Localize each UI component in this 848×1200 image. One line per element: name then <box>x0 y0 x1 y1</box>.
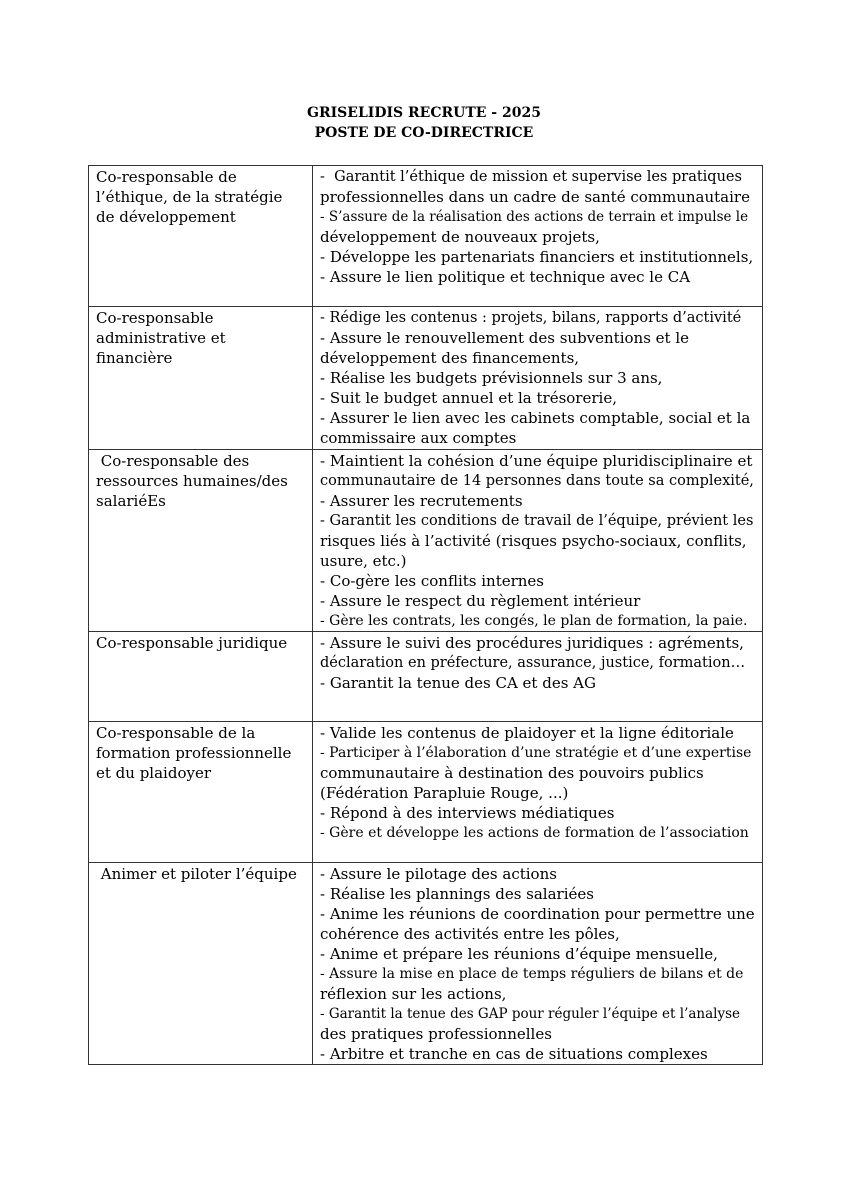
duty-line: - Garantit l’éthique de mission et supervise les pratiques <box>320 169 742 185</box>
duty-line: - Garantit les conditions de travail de l’équipe, prévient les <box>320 513 754 529</box>
duty-line: - Co-gère les conflits internes <box>320 572 545 590</box>
duty-line: professionnelles dans un cadre de santé communautaire <box>320 188 750 206</box>
duty-line: - Réalise les budgets prévisionnels sur 3 ans, <box>320 369 663 387</box>
duty-line: communautaire à destination des pouvoirs publics <box>320 764 704 782</box>
role-line: Co-responsable de la <box>96 724 256 742</box>
responsibilities-table-body <box>89 166 763 1065</box>
role-line: Animer et piloter l’équipe <box>96 865 297 883</box>
role-line: salariéEs <box>96 492 166 510</box>
duty-line: - Assurer le lien avec les cabinets comptable, social et la <box>320 409 751 427</box>
duty-line: développement de nouveaux projets, <box>320 228 600 246</box>
duty-line: - Assure le respect du règlement intérieur <box>320 592 641 610</box>
duty-line: - Assure la mise en place de temps réguliers de bilans et de <box>320 966 744 982</box>
role-line: l’éthique, de la stratégie <box>96 188 283 206</box>
duty-line: - Anime les réunions de coordination pour permettre une <box>320 905 755 923</box>
duty-line: - Assure le lien politique et technique avec le CA <box>320 268 691 286</box>
duty-line: déclaration en préfecture, assurance, justice, formation… <box>320 655 746 671</box>
duty-line: - Gère les contrats, les congés, le plan de formation, la paie. <box>320 613 748 629</box>
duty-line: cohérence des activités entre les pôles, <box>320 925 620 943</box>
duty-line: réflexion sur les actions, <box>320 985 507 1003</box>
duty-line: - Garantit la tenue des CA et des AG <box>320 674 596 692</box>
duty-line: - Assure le renouvellement des subventions et le <box>320 329 690 347</box>
table-row <box>89 863 763 1065</box>
role-cell <box>89 307 313 450</box>
duty-line: commissaire aux comptes <box>320 429 517 447</box>
role-line: de développement <box>96 208 236 226</box>
duties-cell <box>313 632 763 722</box>
role-line: financière <box>96 349 173 367</box>
duty-line: - Assure le suivi des procédures juridiques : agréments, <box>320 634 744 652</box>
role-line: ressources humaines/des <box>96 472 288 490</box>
document-title: GRISELIDIS RECRUTE - 2025 <box>307 105 541 121</box>
duty-line: - Garantit la tenue des GAP pour réguler l’équipe et l’analyse <box>320 1006 741 1022</box>
role-line: Co-responsable juridique <box>96 634 288 652</box>
duty-line: - S’assure de la réalisation des actions de terrain et impulse le <box>320 209 749 225</box>
table-row <box>89 632 763 722</box>
duty-line: - Assurer les recrutements <box>320 492 523 510</box>
duty-line: risques liés à l’activité (risques psycho-sociaux, conflits, <box>320 532 747 550</box>
role-line: Co-responsable des <box>96 452 250 470</box>
duty-line: - Assure le pilotage des actions <box>320 865 557 883</box>
role-line: et du plaidoyer <box>96 764 211 782</box>
duty-line: - Suit le budget annuel et la trésorerie, <box>320 389 617 407</box>
responsibilities-table <box>88 165 763 1065</box>
duty-line: - Rédige les contenus : projets, bilans, rapports d’activité <box>320 310 742 326</box>
role-cell <box>89 450 313 632</box>
duty-line: développement des financements, <box>320 349 580 367</box>
table-row <box>89 307 763 450</box>
duties-cell <box>313 863 763 1065</box>
role-line: administrative et <box>96 329 226 347</box>
duties-cell <box>313 722 763 863</box>
role-cell <box>89 722 313 863</box>
duty-line: - Participer à l’élaboration d’une stratégie et d’une expertise <box>320 745 752 761</box>
duty-line: - Maintient la cohésion d’une équipe pluridisciplinaire et <box>320 452 753 470</box>
role-cell <box>89 863 313 1065</box>
table-row <box>89 722 763 863</box>
document-subtitle: POSTE DE CO-DIRECTRICE <box>314 125 534 141</box>
duty-line: - Arbitre et tranche en cas de situations complexes <box>320 1045 708 1063</box>
duty-line: (Fédération Parapluie Rouge, ...) <box>320 784 569 802</box>
role-line: Co-responsable de <box>96 168 237 186</box>
duty-line: - Répond à des interviews médiatiques <box>320 804 615 822</box>
role-line: formation professionnelle <box>96 744 292 762</box>
duty-line: - Réalise les plannings des salariées <box>320 885 594 903</box>
duty-line: - Développe les partenariats financiers et institutionnels, <box>320 248 754 266</box>
duties-cell <box>313 450 763 632</box>
duty-line: usure, etc.) <box>320 552 407 570</box>
duty-line: - Gère et développe les actions de formation de l’association <box>320 825 749 841</box>
duties-cell <box>313 307 763 450</box>
document-header <box>0 103 848 143</box>
role-cell <box>89 166 313 307</box>
duties-cell <box>313 166 763 307</box>
role-line: Co-responsable <box>96 309 214 327</box>
duty-line: - Anime et prépare les réunions d’équipe mensuelle, <box>320 945 718 963</box>
duty-line: des pratiques professionnelles <box>320 1025 552 1043</box>
duty-line: - Valide les contenus de plaidoyer et la ligne éditoriale <box>320 724 734 742</box>
role-cell <box>89 632 313 722</box>
table-row <box>89 166 763 307</box>
table-row <box>89 450 763 632</box>
duty-line: communautaire de 14 personnes dans toute sa complexité, <box>320 473 754 489</box>
